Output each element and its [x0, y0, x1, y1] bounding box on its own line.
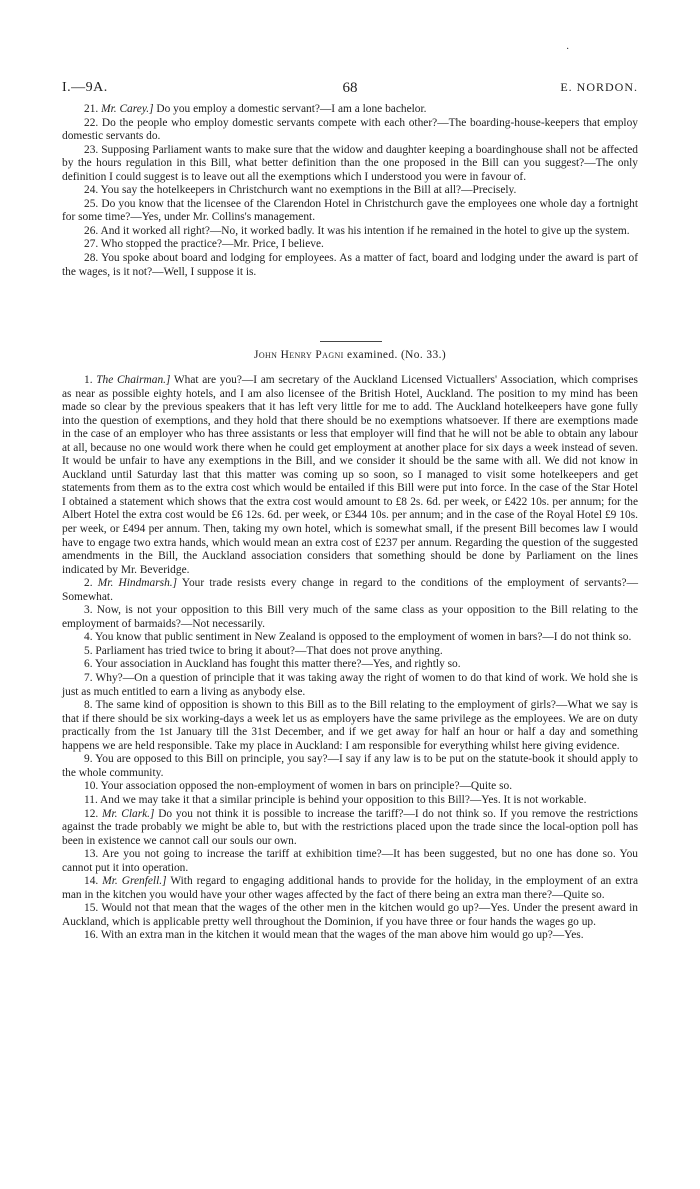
question-text: What are you?—I am secretary of the Auckland Licensed Victuallers' Association, which comprises as near as possible eighty hotels, and I am also licensee of the British Hotel, Auckland. The position to my mind has been made so clear by the previous speakers that it has left very little for me to add. The Auckland hotelkeepers have gone fully into the question of exemptions, and they hold that there should be no exemptions whatsoever. If there are exemptions made in the case of an employer who has three assistants or less that employer will find that he will not be able to obtain any labour at all, because no one would work there when he could get employment at another place for six days a week instead of seven. It would be unfair to have any exemptions in the Bill, and we consider it should be the same with all. We did not know in Auckland until Saturday last that this matter was coming up so soon, so I managed to visit some hotelkeepers and get statements from them as to the extra cost which would be entailed if this Bill were put into force. In the case of the Star Hotel I obtained a statement which shows that the extra cost would amount to £8 2s. 6d. per week, or £422 10s. per annum; for the Albert Hotel the extra cost would be £6 12s. 6d. per week, or £344 10s. per annum; and in the case of the Royal Hotel £9 10s. per week, or £494 per annum. Then, taking my own hotel, which is somewhat small, if the present Bill becomes law I would have to engage two extra hands, which would mean an extra cost of £237 per annum. Regarding the question of the suggested amendments in the Bill, the Auckland association considers that something should be done by Parliament on the lines indicated by Mr. Beveridge.: [62, 374, 638, 576]
question-paragraph: [62, 699, 638, 753]
question-paragraph: [62, 238, 638, 252]
section-divider: [320, 341, 382, 342]
question-number: 2.: [84, 577, 93, 590]
question-number: 27.: [84, 238, 99, 251]
question-text: Would not that mean that the wages of the other men in the kitchen would go up?—Yes. Under the present award in Auckland, which is applicable pretty well throughout the Dominion, if you have three or four hands the wages go up.: [62, 902, 638, 928]
question-text: Who stopped the practice?—Mr. Price, I believe.: [98, 238, 324, 251]
question-paragraph: [62, 144, 638, 185]
header-witness: E. NORDON.: [560, 80, 638, 94]
question-number: 3.: [84, 604, 93, 617]
question-paragraph: [62, 645, 638, 659]
stray-mark: ·: [566, 44, 570, 55]
question-paragraph: [62, 780, 638, 794]
question-text: Do you employ a domestic servant?—I am a lone bachelor.: [153, 103, 427, 115]
question-text: You know that public sentiment in New Zealand is opposed to the employment of women in bars?—I do not think so.: [92, 631, 632, 644]
witness-suffix: examined. (No. 33.): [343, 349, 447, 361]
question-paragraph: [62, 252, 638, 279]
question-number: 6.: [84, 658, 93, 671]
question-text: Parliament has tried twice to bring it about?—That does not prove anything.: [92, 644, 443, 657]
question-number: 15.: [84, 902, 99, 915]
question-number: 16.: [84, 929, 99, 942]
question-number: 28.: [84, 252, 99, 265]
question-paragraph: [62, 794, 638, 808]
question-paragraph: [62, 753, 638, 780]
question-number: 10.: [84, 780, 99, 793]
question-paragraph: [62, 604, 638, 631]
question-text: And we may take it that a similar principle is behind your opposition to this Bill?—Yes. It is not workable.: [97, 793, 587, 806]
question-text: Supposing Parliament wants to make sure that the widow and daughter keeping a boardinghouse shall not be affected by the hours regulation in this Bill, what better definition than the one proposed in the Bill can you suggest?—The only definition I could suggest is to leave out all the exemptions which I understood you were in favour of.: [62, 143, 638, 183]
question-paragraph: [62, 198, 638, 225]
page-number: 68: [342, 80, 358, 96]
question-text: You spoke about board and lodging for employees. As a matter of fact, board and lodging under the award is part of the wages, is it not?—Well, I suppose it is.: [62, 252, 638, 278]
question-number: 11.: [84, 793, 98, 806]
question-number: 22.: [84, 116, 99, 129]
question-text: With regard to engaging additional hands to provide for the holiday, in the employment of an extra man in the kitchen you would have your other wages affected by the fact of there being an extra man there?—Quite so.: [62, 875, 638, 901]
testimony-block-pagni: [62, 374, 638, 943]
question-text: Are you not going to increase the tariff at exhibition time?—It has been suggested, but no one has done so. You cannot put it into operation.: [62, 848, 638, 874]
question-number: 24.: [84, 184, 99, 197]
question-text: Do the people who employ domestic servants compete with each other?—The boarding-house-keepers that employ domestic servants do.: [62, 116, 638, 143]
question-number: 14.: [84, 875, 99, 888]
question-paragraph: [62, 929, 638, 943]
question-text: You are opposed to this Bill on principle, you say?—I say if any law is to be put on the statute-book it should apply to the whole community.: [62, 753, 638, 779]
question-paragraph: [62, 103, 638, 117]
question-number: 9.: [84, 753, 93, 766]
question-number: 13.: [84, 848, 99, 861]
question-text: With an extra man in the kitchen it would mean that the wages of the man above him would go up?—Yes.: [98, 929, 584, 942]
speaker-name: Mr. Hindmarsh.]: [97, 577, 178, 590]
question-number: 4.: [84, 631, 93, 644]
speaker-name: Mr. Grenfell.]: [102, 875, 167, 888]
question-paragraph: [62, 848, 638, 875]
question-paragraph: [62, 875, 638, 902]
question-number: 26.: [84, 224, 99, 237]
question-number: 21.: [84, 103, 99, 115]
question-text: Now, is not your opposition to this Bill very much of the same class as your opposition to the Bill relating to the employment of barmaids?—Not necessarily.: [62, 604, 638, 630]
question-text: The same kind of opposition is shown to this Bill as to the Bill relating to the employment of girls?—What we say is that if there should be six working-days a week let us as employers have the same privilege as the employees. We are on duty practically from the 1st January till the 31st December, and if we get away for half an hour or half a day and something happens we are held responsible. Take my place in Auckland: I am responsible for everything whilst here giving evidence.: [62, 699, 638, 752]
question-number: 25.: [84, 197, 99, 210]
question-number: 7.: [84, 672, 93, 685]
question-text: And it worked all right?—No, it worked badly. It was his intention if he remained in the hotel to give up the system.: [98, 224, 630, 237]
question-paragraph: [62, 374, 638, 577]
question-text: Your association in Auckland has fought this matter there?—Yes, and rightly so.: [92, 658, 461, 671]
question-number: 8.: [84, 699, 93, 712]
question-number: 23.: [84, 143, 99, 156]
speaker-name: Mr. Clark.]: [102, 807, 155, 820]
question-paragraph: [62, 658, 638, 672]
page-header: [62, 80, 638, 98]
header-reference: I.—9A.: [62, 80, 108, 95]
speaker-name: Mr. Carey.]: [101, 103, 154, 115]
question-paragraph: [62, 117, 638, 144]
question-paragraph: [62, 631, 638, 645]
question-text: Your trade resists every change in regard to the conditions of the employment of servants?—Somewhat.: [62, 577, 638, 603]
question-paragraph: [62, 902, 638, 929]
question-text: Do you know that the licensee of the Clarendon Hotel in Christchurch gave the employees one whole day a fortnight for some time?—Yes, under Mr. Collins's management.: [62, 197, 638, 224]
question-text: You say the hotelkeepers in Christchurch want no exemptions in the Bill at all?—Precisely.: [98, 184, 517, 197]
speaker-name: The Chairman.]: [96, 374, 171, 386]
question-text: Your association opposed the non-employment of women in bars on principle?—Quite so.: [98, 780, 513, 793]
question-paragraph: [62, 184, 638, 198]
witness-name: John Henry Pagni: [253, 349, 344, 361]
testimony-block-nordon: [62, 103, 638, 279]
question-paragraph: [62, 577, 638, 604]
question-number: 1.: [84, 374, 93, 386]
question-text: Why?—On a question of principle that it was taking away the right of women to do that kind of work. We hold she is just as much entitled to earn a living as anybody else.: [62, 672, 638, 698]
question-text: Do you not think it is possible to increase the tariff?—I do not think so. If you remove the restrictions against the trade probably we might be able to, but with the restrictions placed upon the trade since the local-option poll has been in existence we cannot call our souls our own.: [62, 807, 638, 847]
question-paragraph: [62, 808, 638, 849]
witness-heading: [62, 349, 638, 361]
question-paragraph: [62, 672, 638, 699]
question-number: 5.: [84, 644, 93, 657]
question-number: 12.: [84, 807, 99, 820]
question-paragraph: [62, 225, 638, 239]
